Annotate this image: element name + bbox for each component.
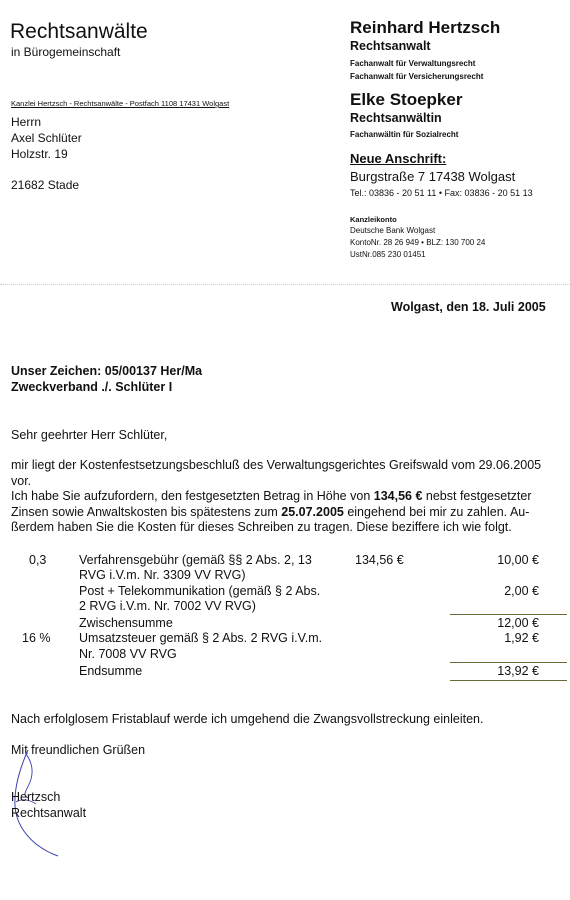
return-address: Kanzlei Hertzsch - Rechtsanwälte - Postfach 1108 17431 Wolgast xyxy=(11,99,230,108)
cost-post-desc-1: Post + Telekommunikation (gemäß § 2 Abs. xyxy=(79,584,321,598)
fold-divider xyxy=(0,284,570,285)
cost-fee-amount: 10,00 € xyxy=(497,553,539,567)
bank-name: Deutsche Bank Wolgast xyxy=(350,226,436,235)
lawyer1-spec-1: Fachanwalt für Verwaltungsrecht xyxy=(350,59,476,68)
greeting: Mit freundlichen Grüßen xyxy=(11,743,146,757)
reference-subject: Zweckverband ./. Schlüter I xyxy=(11,380,173,394)
paragraph-2-line-2-end: eingehend bei mir zu zahlen. Au- xyxy=(347,505,530,519)
total-amount: 13,92 € xyxy=(497,664,539,678)
address-heading: Neue Anschrift: xyxy=(350,151,447,166)
lawyer1-spec-2: Fachanwalt für Versicherungsrecht xyxy=(350,72,484,81)
vat-desc-1: Umsatzsteuer gemäß § 2 Abs. 2 RVG i.V.m. xyxy=(79,631,323,645)
cost-fee-desc-2: RVG i.V.m. Nr. 3309 VV RVG) xyxy=(79,568,246,582)
vat-amount: 1,92 € xyxy=(504,631,539,645)
paragraph-1-line-1: mir liegt der Kostenfestsetzungsbeschluß des Verwaltungsgerichtes Greifswald vom 29.06.2005 xyxy=(11,458,542,472)
letterhead-title: Rechtsanwälte xyxy=(10,20,148,43)
lawyer1-role: Rechtsanwalt xyxy=(350,39,431,53)
recipient-street: Holzstr. 19 xyxy=(11,147,68,161)
subtotal-amount: 12,00 € xyxy=(497,616,539,630)
demand-amount: 134,56 € xyxy=(373,489,423,503)
date-line: Wolgast, den 18. Juli 2005 xyxy=(391,300,546,314)
subtotal-rule xyxy=(450,614,567,615)
recipient-city: 21682 Stade xyxy=(11,178,80,192)
address-street: Burgstraße 7 17438 Wolgast xyxy=(350,169,516,184)
lawyer2-name: Elke Stoepker xyxy=(350,90,463,109)
paragraph-2-line-1-start: Ich habe Sie aufzufordern, den festgesetzten Betrag in Höhe von xyxy=(11,489,371,503)
paragraph-2-line-3: ßerdem haben Sie die Kosten für dieses Schreiben zu tragen. Diese beziffere ich wie folgt. xyxy=(11,520,512,534)
address-phone: Tel.: 03836 - 20 51 11 • Fax: 03836 - 20 51 13 xyxy=(350,188,533,198)
recipient-name: Axel Schlüter xyxy=(11,131,82,145)
recipient-line-1: Herrn xyxy=(11,115,42,129)
bank-account: KontoNr. 28 26 949 • BLZ: 130 700 24 xyxy=(350,238,486,247)
reference-number: Unser Zeichen: 05/00137 Her/Ma xyxy=(11,364,203,378)
salutation: Sehr geehrter Herr Schlüter, xyxy=(11,428,168,442)
paragraph-2-line-2-start: Zinsen sowie Anwaltskosten bis spätestens zum xyxy=(11,505,278,519)
subtotal-label: Zwischensumme xyxy=(79,616,173,630)
paragraph-2-line-1-end: nebst festgesetzter xyxy=(425,489,532,503)
cost-post-desc-2: 2 RVG i.V.m. Nr. 7002 VV RVG) xyxy=(79,599,256,613)
signer-name: Hertzsch xyxy=(11,790,61,804)
lawyer1-name: Reinhard Hertzsch xyxy=(350,18,501,37)
lawyer2-role: Rechtsanwältin xyxy=(350,111,442,125)
lawyer2-spec-1: Fachanwältin für Sozialrecht xyxy=(350,130,459,139)
bank-vat: UstNr.085 230 01451 xyxy=(350,250,426,259)
cost-factor: 0,3 xyxy=(29,553,47,567)
total-underline xyxy=(450,680,567,681)
total-rule xyxy=(450,662,567,663)
paragraph-2-line-2 xyxy=(11,505,529,519)
cost-fee-base: 134,56 € xyxy=(355,553,404,567)
paragraph-2-line-1 xyxy=(11,489,532,503)
paragraph-1-line-2: vor. xyxy=(11,474,32,488)
deadline-date: 25.07.2005 xyxy=(281,505,344,519)
total-label: Endsumme xyxy=(79,664,143,678)
bank-heading: Kanzleikonto xyxy=(350,215,397,224)
cost-fee-desc-1: Verfahrensgebühr (gemäß §§ 2 Abs. 2, 13 xyxy=(79,553,312,567)
signer-role: Rechtsanwalt xyxy=(11,806,87,820)
letterhead-subtitle: in Bürogemeinschaft xyxy=(11,45,121,59)
vat-rate: 16 % xyxy=(22,631,51,645)
vat-desc-2: Nr. 7008 VV RVG xyxy=(79,647,177,661)
cost-post-amount: 2,00 € xyxy=(504,584,539,598)
closing-paragraph: Nach erfolglosem Fristablauf werde ich umgehend die Zwangsvollstreckung einleiten. xyxy=(11,712,484,726)
